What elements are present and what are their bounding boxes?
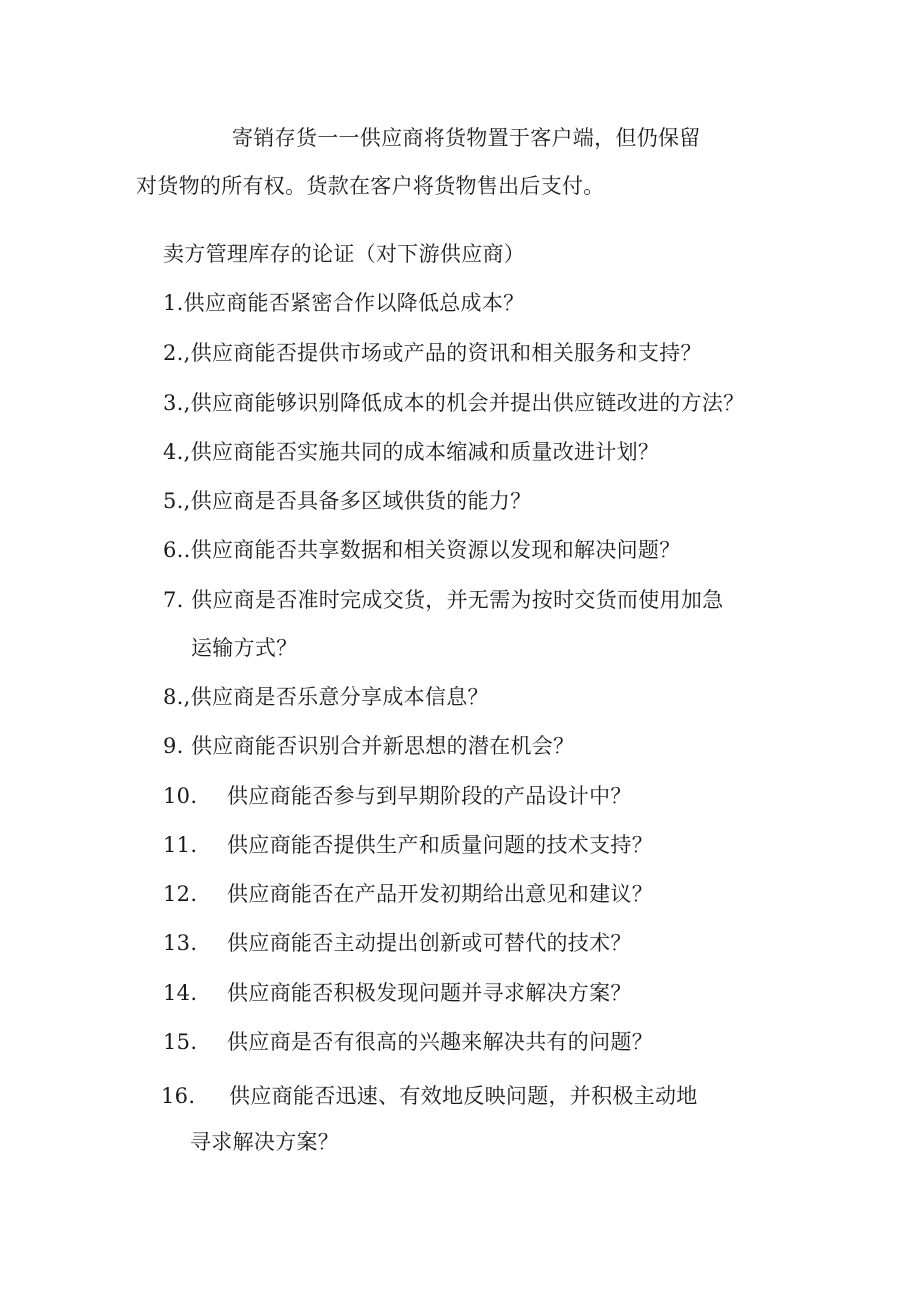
- item-number: 8.,: [163, 685, 191, 709]
- item-text: 供应商是否乐意分享成本信息？: [190, 685, 489, 709]
- item-number: 6..: [163, 538, 191, 562]
- item-text: 供应商能否识别合并新思想的潜在机会？: [191, 734, 575, 758]
- list-item: [163, 682, 489, 712]
- item-text: 供应商能否积极发现问题并寻求解决方案？: [227, 981, 632, 1005]
- list-item: [163, 338, 702, 368]
- list-item-continuation: 寻求解决方案？: [190, 1130, 340, 1154]
- item-text: 供应商能否紧密合作以降低总成本？: [183, 291, 525, 315]
- item-number: 4.,: [163, 440, 191, 464]
- section-title: 卖方管理库存的论证（对下游供应商）: [163, 242, 526, 266]
- list-item: [163, 585, 724, 615]
- item-number: 16.: [161, 1084, 196, 1108]
- list-item: [163, 535, 681, 565]
- item-number: 2.,: [163, 341, 191, 365]
- item-text: 供应商能否迅速、有效地反映问题，并积极主动地: [229, 1084, 698, 1108]
- item-text: 供应商是否准时完成交货，并无需为按时交货而使用加急: [191, 588, 724, 612]
- item-number: 15.: [163, 1030, 198, 1054]
- item-number: 10.: [163, 784, 198, 808]
- list-item: [163, 288, 524, 318]
- list-item: [163, 781, 632, 811]
- item-text: 供应商能否主动提出创新或可替代的技术？: [227, 931, 632, 955]
- item-number: 11.: [163, 833, 198, 857]
- list-item: [163, 486, 531, 516]
- item-text: 供应商能否实施共同的成本缩减和质量改进计划？: [190, 440, 660, 464]
- item-number: 12.: [163, 882, 198, 906]
- item-text: 供应商是否具备多区域供货的能力？: [190, 489, 532, 513]
- list-item: [163, 830, 653, 860]
- item-number: 14.: [163, 981, 198, 1005]
- item-number: 13.: [163, 931, 198, 955]
- item-number: 7.: [163, 588, 184, 612]
- item-text: 供应商能否提供市场或产品的资讯和相关服务和支持？: [190, 341, 702, 365]
- item-number: 5.,: [163, 489, 191, 513]
- item-text: 供应商能否共享数据和相关资源以发现和解决问题？: [190, 538, 681, 562]
- item-number: 1.: [163, 291, 184, 315]
- list-item: [163, 437, 659, 467]
- list-item: [163, 928, 632, 958]
- list-item-continuation: 运输方式？: [191, 636, 298, 660]
- list-item: [163, 1027, 653, 1057]
- list-item: [163, 978, 632, 1008]
- intro-line-2: 对货物的所有权。货款在客户将货物售出后支付。: [136, 174, 605, 198]
- list-item: [161, 1081, 698, 1111]
- item-text: 供应商能够识别降低成本的机会并提出供应链改进的方法？: [190, 391, 745, 415]
- item-text: 供应商是否有很高的兴趣来解决共有的问题？: [227, 1030, 653, 1054]
- item-number: 9.: [163, 734, 184, 758]
- item-number: 3.,: [163, 391, 191, 415]
- item-text: 供应商能否提供生产和质量问题的技术支持？: [227, 833, 653, 857]
- item-text: 供应商能否在产品开发初期给出意见和建议？: [227, 882, 653, 906]
- list-item: [163, 731, 574, 761]
- item-text: 供应商能否参与到早期阶段的产品设计中？: [227, 784, 632, 808]
- intro-line-1: 寄销存货一一供应商将货物置于客户端，但仍保留: [232, 126, 701, 150]
- list-item: [163, 388, 744, 418]
- list-item: [163, 879, 653, 909]
